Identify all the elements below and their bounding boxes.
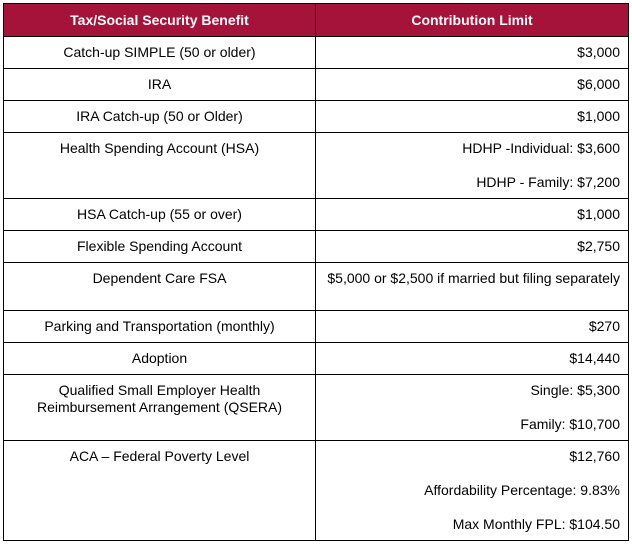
limit-value: $2,750 — [577, 238, 620, 254]
limit-cell — [316, 263, 629, 311]
limit-value: Max Monthly FPL: $104.50 — [452, 516, 620, 532]
benefit-cell: Flexible Spending Account — [4, 231, 316, 263]
table-row — [4, 231, 629, 263]
benefit-cell: Parking and Transportation (monthly) — [4, 311, 316, 343]
benefit-cell: HSA Catch-up (55 or over) — [4, 199, 316, 231]
limit-value: $1,000 — [577, 206, 620, 222]
limit-cell — [316, 375, 629, 441]
limit-cell — [316, 37, 629, 69]
limit-value: HDHP -Individual: $3,600 — [462, 140, 620, 156]
limit-cell — [316, 133, 629, 199]
benefit-cell: ACA – Federal Poverty Level — [4, 441, 316, 541]
limit-value: Affordability Percentage: 9.83% — [424, 482, 620, 498]
limit-value: $3,000 — [577, 44, 620, 60]
limit-value: $1,000 — [577, 108, 620, 124]
limit-cell — [316, 231, 629, 263]
limit-cell — [316, 101, 629, 133]
table-row — [4, 343, 629, 375]
table-row — [4, 133, 629, 199]
limit-cell — [316, 343, 629, 375]
limit-value: Single: $5,300 — [530, 382, 620, 398]
table-row — [4, 441, 629, 541]
benefit-cell: Adoption — [4, 343, 316, 375]
limit-cell — [316, 311, 629, 343]
benefit-cell: Qualified Small Employer Health Reimbursement Arrangement (QSERA) — [4, 375, 316, 441]
table-row — [4, 101, 629, 133]
limit-cell — [316, 441, 629, 541]
contribution-limits-table — [3, 3, 629, 541]
limit-value: $6,000 — [577, 76, 620, 92]
limit-value: $12,760 — [569, 448, 620, 464]
header-benefit: Tax/Social Security Benefit — [4, 4, 316, 37]
table-row — [4, 199, 629, 231]
benefit-cell: Dependent Care FSA — [4, 263, 316, 311]
table-row — [4, 375, 629, 441]
limit-value: $270 — [588, 318, 620, 334]
table-row — [4, 37, 629, 69]
benefit-cell: Catch-up SIMPLE (50 or older) — [4, 37, 316, 69]
limit-cell — [316, 199, 629, 231]
limit-value: $14,440 — [569, 350, 620, 366]
limit-cell — [316, 69, 629, 101]
limit-value: $5,000 or $2,500 if married but filing separately — [327, 270, 620, 286]
limit-value: Family: $10,700 — [520, 416, 620, 432]
table-row — [4, 69, 629, 101]
benefit-cell: IRA — [4, 69, 316, 101]
table-row — [4, 263, 629, 311]
limit-value: HDHP - Family: $7,200 — [476, 174, 620, 190]
benefit-cell: Health Spending Account (HSA) — [4, 133, 316, 199]
table-header-row — [4, 4, 629, 37]
header-contribution-limit: Contribution Limit — [316, 4, 629, 37]
table-row — [4, 311, 629, 343]
benefit-cell: IRA Catch-up (50 or Older) — [4, 101, 316, 133]
